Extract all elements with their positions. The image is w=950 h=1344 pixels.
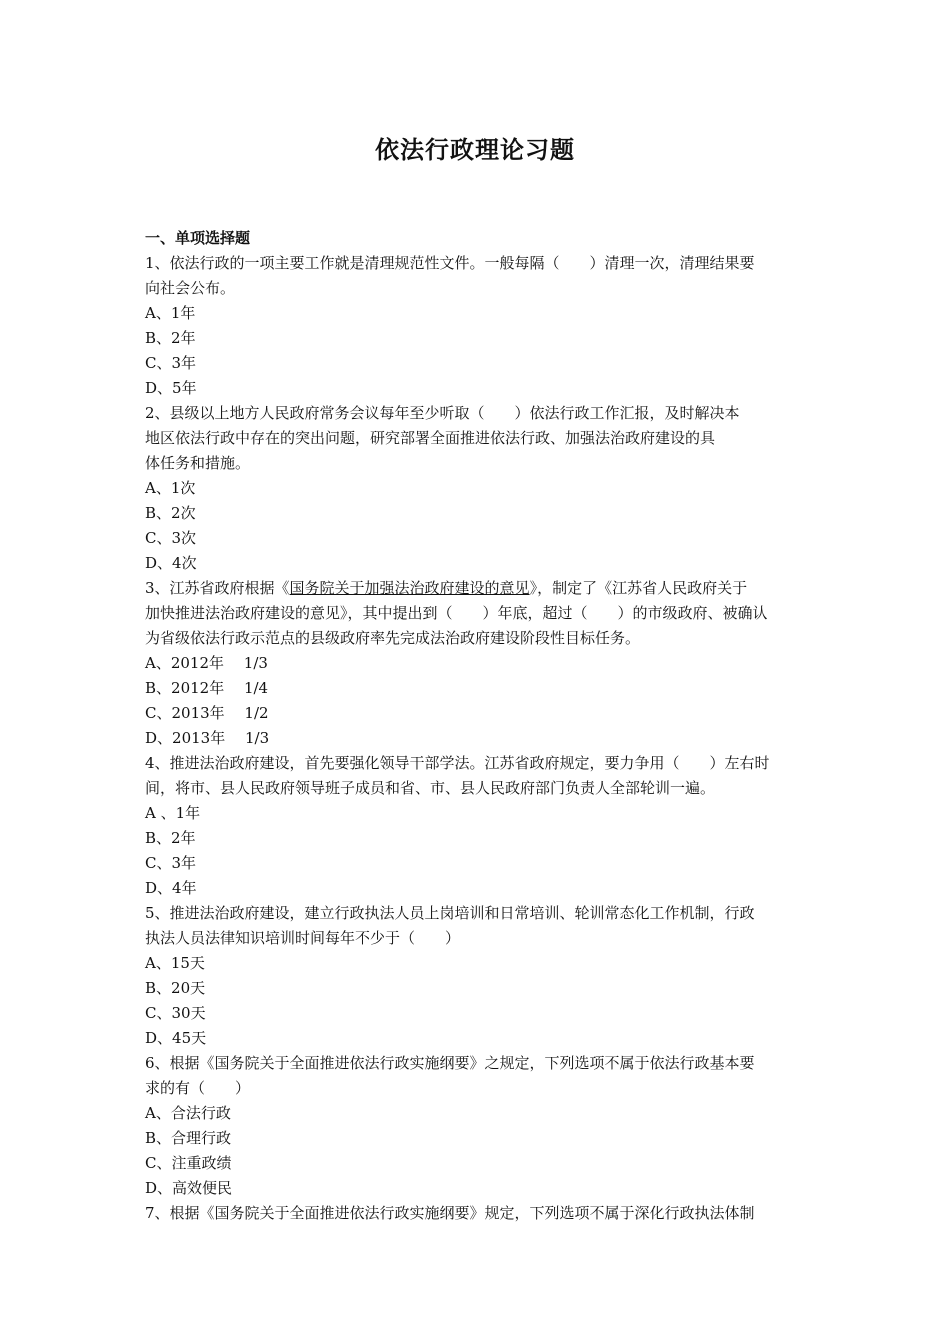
question-7 <box>145 1201 810 1226</box>
option-c: C、3年 <box>145 854 197 872</box>
question-text-line: 5、推进法治政府建设，建立行政执法人员上岗培训和日常培训、轮训常态化工作机制，行政 <box>145 904 755 922</box>
option-d: D、45天 <box>145 1029 207 1047</box>
document-content <box>145 226 810 1226</box>
question-6 <box>145 1051 810 1201</box>
question-text-line: 执法人员法律知识培训时间每年不少于（ ） <box>145 929 461 947</box>
question-text-line: 求的有（ ） <box>145 1079 251 1097</box>
option-d: D、4年 <box>145 879 197 897</box>
underlined-document-title: 国务院关于加强法治政府建设的意见 <box>289 579 530 597</box>
option-b: B、合理行政 <box>145 1129 232 1147</box>
option-d: D、5年 <box>145 379 197 397</box>
question-text-line: 加快推进法治政府建设的意见》，其中提出到（ ）年底，超过（ ）的市级政府、被确认 <box>145 604 768 622</box>
option-c: C、注重政绩 <box>145 1154 232 1172</box>
option-d: D、4次 <box>145 554 197 572</box>
option-b: B、2次 <box>145 504 196 522</box>
option-a: A、2012年 1/3 <box>145 654 268 672</box>
question-text-line: 2、县级以上地方人民政府常务会议每年至少听取（ ）依法行政工作汇报，及时解决本 <box>145 404 740 422</box>
option-c: C、2013年 1/2 <box>145 704 269 722</box>
question-text-prefix: 3、江苏省政府根据《 <box>145 579 290 597</box>
document-title: 依法行政理论习题 <box>375 135 575 164</box>
option-d: D、高效便民 <box>145 1179 233 1197</box>
option-a: A、15天 <box>145 954 205 972</box>
question-3 <box>145 576 810 751</box>
option-b: B、2年 <box>145 329 196 347</box>
question-text-line: 向社会公布。 <box>145 279 236 297</box>
option-b: B、20天 <box>145 979 206 997</box>
question-text-line: 7、根据《国务院关于全面推进依法行政实施纲要》规定，下列选项不属于深化行政执法体制 <box>145 1204 755 1222</box>
option-a: A 、1年 <box>145 804 201 822</box>
option-c: C、3次 <box>145 529 197 547</box>
question-text-line: 1、依法行政的一项主要工作就是清理规范性文件。一般每隔（ ）清理一次，清理结果要 <box>145 254 755 272</box>
option-a: A、合法行政 <box>145 1104 231 1122</box>
option-b: B、2年 <box>145 829 196 847</box>
question-text-line: 间，将市、县人民政府领导班子成员和省、市、县人民政府部门负责人全部轮训一遍。 <box>145 779 716 797</box>
option-a: A、1次 <box>145 479 196 497</box>
question-text-line: 为省级依法行政示范点的县级政府率先完成法治政府建设阶段性目标任务。 <box>145 629 641 647</box>
question-text-suffix: 》，制定了《江苏省人民政府关于 <box>529 579 748 597</box>
question-2 <box>145 401 810 576</box>
question-1 <box>145 251 810 401</box>
question-text-line: 6、根据《国务院关于全面推进依法行政实施纲要》之规定，下列选项不属于依法行政基本要 <box>145 1054 755 1072</box>
section-heading: 一、单项选择题 <box>145 229 251 247</box>
option-c: C、30天 <box>145 1004 206 1022</box>
question-text-line <box>145 576 810 601</box>
option-d: D、2013年 1/3 <box>145 729 270 747</box>
question-text-line: 4、推进法治政府建设，首先要强化领导干部学法。江苏省政府规定，要力争用（ ）左右时 <box>145 754 770 772</box>
question-5 <box>145 901 810 1051</box>
question-text-line: 体任务和措施。 <box>145 454 251 472</box>
option-b: B、2012年 1/4 <box>145 679 269 697</box>
question-text-line: 地区依法行政中存在的突出问题，研究部署全面推进依法行政、加强法治政府建设的具 <box>145 429 716 447</box>
question-4 <box>145 751 810 901</box>
option-a: A、1年 <box>145 304 196 322</box>
option-c: C、3年 <box>145 354 197 372</box>
